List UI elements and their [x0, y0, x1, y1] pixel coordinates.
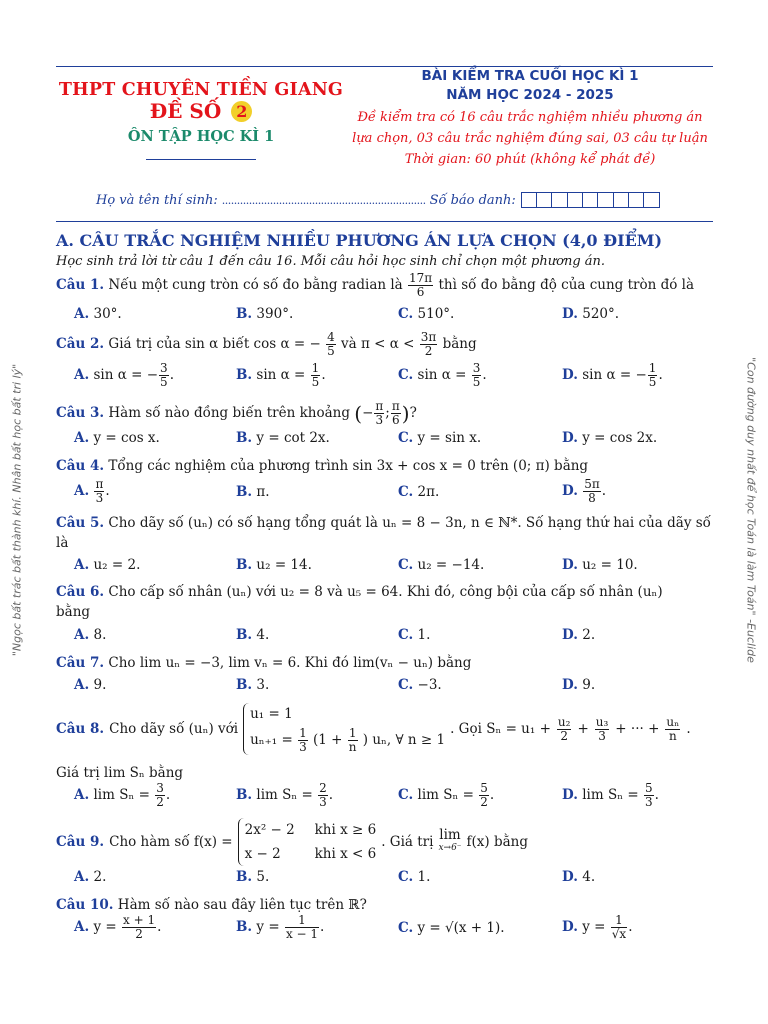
option-letter: B. [236, 367, 253, 383]
option-text: 2. [582, 627, 596, 643]
numerator: 1 [611, 914, 627, 928]
question-label: Câu 10. [56, 897, 114, 913]
numerator: 1 [299, 726, 307, 740]
numerator: u₃ [595, 714, 609, 729]
option-letter: D. [562, 677, 578, 693]
option-letter: A. [74, 677, 90, 693]
option-text: u₂ = 14. [256, 557, 312, 573]
fraction [583, 478, 601, 505]
option-b[interactable]: B. y = $\frac{1}{x - 1}$ . [236, 913, 325, 941]
option-text: lim Sₙ = [93, 787, 155, 803]
limit-operator: lim [439, 827, 461, 843]
option-b[interactable]: B. lim Sₙ = $\frac{2}{3}$ . [236, 781, 334, 809]
option-text: 2. [93, 869, 107, 885]
option-d[interactable] [562, 677, 595, 693]
fraction [595, 716, 610, 743]
denominator: 2 [480, 795, 488, 809]
denominator: 3 [598, 728, 606, 743]
option-c[interactable] [398, 627, 430, 643]
option-text: sin α = − [582, 367, 647, 383]
option-b[interactable] [236, 430, 330, 446]
denominator: n [348, 740, 357, 754]
question-text: Nếu một cung tròn có số đo bằng radian là [108, 277, 403, 293]
option-a[interactable] [74, 430, 160, 446]
fraction [611, 914, 627, 941]
question-label: Câu 5. [56, 515, 105, 531]
option-text: y = sin x. [417, 430, 482, 446]
option-letter: D. [562, 430, 578, 446]
option-text: 4. [256, 627, 270, 643]
question-text: Tổng các nghiệm của phương trình sin 3x + cos x = 0 trên (0; π) bằng [108, 458, 589, 474]
option-text: sin α = − [93, 367, 159, 383]
numerator: 5 [644, 781, 653, 795]
denominator: 2 [156, 795, 164, 809]
denominator: 5 [160, 375, 168, 389]
option-d[interactable]: D. $\frac{5\pi}{8}$ . [562, 477, 607, 505]
option-b[interactable] [236, 484, 270, 500]
option-text: 520°. [582, 306, 620, 322]
denominator: 2 [135, 927, 143, 941]
denominator: 6 [416, 285, 425, 299]
option-a[interactable] [74, 627, 106, 643]
option-text: 30°. [93, 306, 122, 322]
fraction [479, 782, 489, 809]
option-text: 5. [256, 869, 270, 885]
option-text: lim Sₙ = [582, 787, 643, 803]
option-text: 3. [256, 677, 270, 693]
question-label: Câu 1. [56, 277, 105, 293]
numerator: 1 [285, 914, 319, 928]
question-2 [56, 331, 477, 358]
option-d[interactable] [562, 306, 619, 322]
numerator: 3π [420, 330, 437, 344]
recurrence-rule [250, 725, 445, 755]
fraction [348, 727, 358, 754]
numerator: 4 [327, 330, 335, 344]
option-letter: C. [398, 677, 414, 693]
question-7 [56, 655, 471, 671]
option-b[interactable] [236, 627, 269, 643]
question-text: và π < α < [341, 336, 415, 352]
question-text: f(x) bằng [466, 834, 529, 850]
option-text: 510°. [417, 306, 455, 322]
denominator: 5 [472, 375, 481, 389]
option-d[interactable]: D. y = $\frac{1}{√x}$ . [562, 913, 633, 941]
option-letter: A. [74, 306, 90, 322]
id-box[interactable] [613, 192, 630, 208]
question-label: Câu 6. [56, 584, 105, 600]
option-letter: D. [562, 367, 578, 383]
denominator: √x [611, 927, 627, 941]
option-letter: C. [398, 920, 414, 936]
option-a[interactable]: A. y = $\frac{x + 1}{2}$ . [74, 913, 162, 941]
question-6 [56, 584, 663, 600]
section-title: A. CÂU TRẮC NGHIỆM NHIỀU PHƯƠNG ÁN LỰA CHỌN (4,0 ĐIỂM) [56, 231, 663, 250]
question-text: Cho dãy số (uₙ) có số hạng tổng quát là uₙ = 8 − 3n, n ∈ ℕ*. Số hạng thứ hai của dãy số [108, 515, 711, 531]
question-text: bằng [442, 336, 477, 352]
option-b[interactable] [236, 306, 293, 322]
header-right [346, 67, 714, 170]
candidate-line [96, 192, 660, 208]
option-letter: D. [562, 483, 578, 499]
fraction [155, 782, 165, 809]
option-text: 4. [582, 869, 596, 885]
piecewise-case-2 [245, 842, 377, 866]
denominator: 5 [311, 375, 320, 389]
numerator: 3 [156, 781, 164, 795]
question-4 [56, 458, 588, 474]
option-d[interactable] [562, 869, 595, 885]
denominator: 2 [560, 728, 568, 743]
option-text: 390°. [256, 306, 294, 322]
question-text: Hàm số nào đồng biến trên khoảng [108, 405, 350, 421]
numerator: 1 [311, 361, 320, 375]
question-8: Câu 8. Cho dãy số (uₙ) với u₁ = 1 uₙ₊₁ = $\frac{1}{3}$ (1 + $\frac{1}{n}$ ) uₙ, ∀ n ≥ 1 . Gọi Sₙ = u₁ + $\frac{\text{u₂}}{2}$ + $\frac{\text{u₃}}{3}$ + ··· + $\frac{\text{uₙ}}{n}$ . [56, 703, 691, 755]
question-text: thì số đo bằng độ của cung tròn đó là [438, 277, 695, 293]
option-letter: A. [74, 557, 90, 573]
option-b[interactable] [236, 557, 312, 573]
option-text: 1. [417, 869, 431, 885]
numerator: x + 1 [123, 913, 156, 927]
option-letter: B. [236, 869, 253, 885]
question-text: là [56, 535, 69, 551]
header-underline [146, 159, 256, 160]
question-label: Câu 9. [56, 834, 105, 850]
numerator: 2 [319, 781, 327, 795]
question-text: . Gọi Sₙ = u₁ + [450, 721, 551, 737]
limit-subscript: x→6⁻ [438, 843, 462, 853]
option-text: y = cot 2x. [256, 430, 330, 446]
fraction [318, 782, 328, 809]
option-letter: C. [398, 869, 414, 885]
option-c[interactable] [398, 306, 454, 322]
option-text: sin α = [417, 367, 471, 383]
review-title: ÔN TẬP HỌC KÌ 1 [127, 128, 275, 145]
question-label: Câu 4. [56, 458, 105, 474]
fraction [374, 400, 384, 427]
option-c[interactable] [398, 869, 430, 885]
case-condition: khi x ≥ 6 [314, 822, 377, 838]
numerator: 1 [348, 726, 357, 740]
option-text: y = [582, 919, 610, 935]
question-text: . Giá trị [381, 834, 434, 850]
denominator: 6 [391, 413, 400, 427]
numerator: u₂ [557, 714, 571, 729]
numerator: π [391, 399, 400, 413]
denominator: 3 [299, 740, 307, 754]
option-c[interactable] [398, 677, 442, 693]
question-text: Hàm số nào sau đây liên tục trên ℝ? [117, 897, 367, 913]
option-b[interactable] [236, 677, 269, 693]
candidate-id-label: Số báo danh: [429, 192, 516, 208]
question-text: Cho hàm số f(x) = [109, 834, 233, 850]
exam-duration: Thời gian: 60 phút (không kể phát đề) [404, 152, 656, 167]
option-a[interactable]: A. $\frac{\pi}{3}$ . [74, 477, 110, 505]
piecewise-case-1 [245, 818, 377, 842]
school-year: NĂM HỌC 2024 - 2025 [446, 87, 614, 103]
option-text: y = cos x. [93, 430, 160, 446]
option-d[interactable] [562, 627, 595, 643]
option-letter: B. [236, 919, 253, 935]
option-a[interactable]: A. sin α = − $\frac{3}{5}$ . [74, 361, 174, 389]
question-text: + ··· + [615, 721, 660, 737]
option-letter: A. [74, 430, 90, 446]
exam-title: BÀI KIỂM TRA CUỐI HỌC KÌ 1 [421, 68, 639, 84]
option-d[interactable]: D. lim Sₙ = $\frac{5}{3}$ . [562, 781, 659, 809]
option-text: 1. [417, 627, 431, 643]
option-letter: B. [236, 430, 253, 446]
denominator: 5 [648, 375, 657, 389]
section-rule [56, 221, 713, 222]
fraction [285, 914, 319, 941]
fraction [648, 362, 658, 389]
id-box[interactable] [521, 192, 538, 208]
option-text: u₂ = 2. [93, 557, 141, 573]
recurrence-system [243, 703, 445, 755]
id-box[interactable] [567, 192, 584, 208]
option-letter: B. [236, 677, 253, 693]
question-5-cont [56, 535, 68, 551]
option-c[interactable]: C. sin α = $\frac{3}{5}$ . [398, 361, 487, 389]
option-d[interactable] [562, 430, 657, 446]
question-label: Câu 7. [56, 655, 105, 671]
id-box[interactable] [536, 192, 553, 208]
denominator: 3 [95, 491, 104, 505]
exam-number-badge: 2 [231, 101, 252, 122]
option-letter: C. [398, 627, 414, 643]
case-expression: 2x² − 2 [244, 822, 295, 838]
option-text: y = √(x + 1). [417, 920, 505, 936]
recurrence-text: (1 + [313, 732, 343, 748]
question-9 [56, 818, 528, 866]
option-d[interactable] [562, 557, 638, 573]
numerator: 3 [160, 361, 168, 375]
fraction [326, 331, 336, 358]
question-text: Giá trị lim Sₙ bằng [56, 765, 184, 781]
numerator: 17π [409, 271, 433, 285]
exam-number [56, 100, 346, 122]
denominator: 3 [319, 795, 327, 809]
recurrence-text: ) uₙ, ∀ n ≥ 1 [362, 732, 446, 748]
option-text: −3. [417, 677, 442, 693]
fraction [408, 272, 433, 299]
fraction [557, 716, 572, 743]
numerator: 5π [584, 477, 600, 491]
question-text: Giá trị của sin α biết cos α = − [108, 336, 321, 352]
option-text: y = [93, 919, 122, 935]
fraction [472, 362, 482, 389]
option-c[interactable] [398, 484, 439, 500]
option-c[interactable] [398, 557, 484, 573]
candidate-id-boxes[interactable] [522, 192, 660, 208]
candidate-name-label: Họ và tên thí sinh: [96, 192, 218, 208]
question-text: Cho dãy số (uₙ) với [109, 721, 239, 737]
id-box[interactable] [551, 192, 568, 208]
option-letter: A. [74, 787, 90, 803]
option-text: lim Sₙ = [256, 787, 318, 803]
option-letter: D. [562, 869, 578, 885]
option-letter: A. [74, 627, 90, 643]
limit [438, 829, 461, 855]
fraction [311, 362, 321, 389]
numerator: 1 [648, 361, 657, 375]
option-a[interactable] [74, 306, 122, 322]
recurrence-initial: u₁ = 1 [250, 706, 293, 722]
option-letter: A. [74, 367, 90, 383]
option-letter: A. [74, 869, 90, 885]
option-letter: A. [74, 483, 90, 499]
question-8-cont [56, 765, 183, 781]
option-letter: A. [74, 919, 90, 935]
question-5 [56, 515, 711, 531]
exam-description-2: lựa chọn, 03 câu trắc nghiệm đúng sai, 03 câu tự luận [352, 131, 708, 146]
fraction [644, 782, 654, 809]
option-letter: C. [398, 430, 414, 446]
question-3: Câu 3. Hàm số nào đồng biến trên khoảng (− $\frac{\pi}{3}$ ; $\frac{\pi}{6}$ )? [56, 399, 417, 427]
piecewise-function [238, 818, 377, 866]
option-d[interactable]: D. sin α = − $\frac{1}{5}$ . [562, 361, 663, 389]
option-text: 2π. [417, 484, 440, 500]
fraction [391, 400, 401, 427]
option-letter: C. [398, 306, 414, 322]
option-text: sin α = [256, 367, 310, 383]
option-text: lim Sₙ = [417, 787, 479, 803]
option-a[interactable] [74, 677, 106, 693]
option-letter: D. [562, 919, 578, 935]
side-quote-left: "Ngọc bất trác bất thành khí. Nhân bất học bất tri lý" [10, 363, 24, 657]
numerator: π [375, 399, 384, 413]
option-b[interactable] [236, 869, 269, 885]
question-text: bằng [56, 604, 91, 620]
question-1 [56, 272, 694, 299]
option-letter: D. [562, 306, 578, 322]
fraction [122, 914, 156, 941]
option-letter: C. [398, 484, 414, 500]
fraction [94, 478, 104, 505]
case-condition: khi x < 6 [314, 846, 377, 862]
option-letter: B. [236, 627, 253, 643]
numerator: 5 [480, 781, 488, 795]
denominator: n [668, 728, 677, 743]
option-c[interactable] [398, 920, 505, 936]
denominator: 8 [588, 491, 596, 505]
option-letter: B. [236, 557, 253, 573]
option-c[interactable] [398, 430, 481, 446]
option-a[interactable]: A. lim Sₙ = $\frac{3}{2}$ . [74, 781, 171, 809]
fraction [665, 716, 680, 743]
option-letter: D. [562, 787, 578, 803]
question-text: Cho lim uₙ = −3, lim vₙ = 6. Khi đó lim(vₙ − uₙ) bằng [108, 655, 472, 671]
section-instructions: Học sinh trả lời từ câu 1 đến câu 16. Mỗi câu hỏi học sinh chỉ chọn một phương án. [56, 254, 606, 269]
option-text: u₂ = 10. [582, 557, 638, 573]
question-label: Câu 8. [56, 721, 105, 737]
fraction [298, 727, 308, 754]
exam-description-1: Đề kiểm tra có 16 câu trắc nghiệm nhiều phương án [357, 110, 703, 125]
option-text: 9. [582, 677, 596, 693]
candidate-name-field[interactable]: .................................................................... [221, 193, 426, 207]
option-letter: B. [236, 787, 253, 803]
id-box[interactable] [582, 192, 599, 208]
denominator: 3 [644, 795, 653, 809]
option-text: 9. [93, 677, 107, 693]
numerator: π [95, 477, 104, 491]
option-text: π. [256, 484, 270, 500]
denominator: 5 [327, 344, 335, 358]
option-letter: B. [236, 306, 253, 322]
option-text: y = cos 2x. [582, 430, 658, 446]
side-quote-right: "Con đường duy nhất để học Toán là làm Toán" -Euclide [744, 357, 758, 663]
option-a[interactable] [74, 557, 140, 573]
option-letter: B. [236, 484, 253, 500]
question-10 [56, 897, 367, 913]
exam-number-label: ĐỀ SỐ [149, 99, 222, 123]
id-box[interactable] [628, 192, 645, 208]
fraction [420, 331, 438, 358]
header-left [56, 80, 346, 160]
denominator: 2 [424, 344, 433, 358]
id-box[interactable] [643, 192, 660, 208]
denominator: x − 1 [285, 927, 319, 941]
option-letter: D. [562, 557, 578, 573]
recurrence-text: uₙ₊₁ = [250, 732, 293, 748]
option-letter: C. [398, 787, 414, 803]
option-a[interactable] [74, 869, 106, 885]
option-c[interactable]: C. lim Sₙ = $\frac{5}{2}$ . [398, 781, 495, 809]
question-label: Câu 2. [56, 336, 105, 352]
option-b[interactable]: B. sin α = $\frac{1}{5}$ . [236, 361, 326, 389]
option-text: 8. [93, 627, 107, 643]
school-name: THPT CHUYÊN TIỀN GIANG [58, 80, 344, 100]
option-text: y = [256, 919, 284, 935]
question-label: Câu 3. [56, 405, 105, 421]
case-expression: x − 2 [244, 846, 281, 862]
option-letter: C. [398, 557, 414, 573]
numerator: 3 [472, 361, 481, 375]
question-text: Cho cấp số nhân (uₙ) với u₂ = 8 và u₅ = 64. Khi đó, công bội của cấp số nhân (uₙ) [108, 584, 663, 600]
denominator: 3 [375, 413, 384, 427]
id-box[interactable] [597, 192, 614, 208]
option-letter: D. [562, 627, 578, 643]
fraction [159, 362, 169, 389]
numerator: uₙ [666, 714, 680, 729]
option-letter: C. [398, 367, 414, 383]
option-text: u₂ = −14. [417, 557, 485, 573]
question-6-cont [56, 604, 90, 620]
